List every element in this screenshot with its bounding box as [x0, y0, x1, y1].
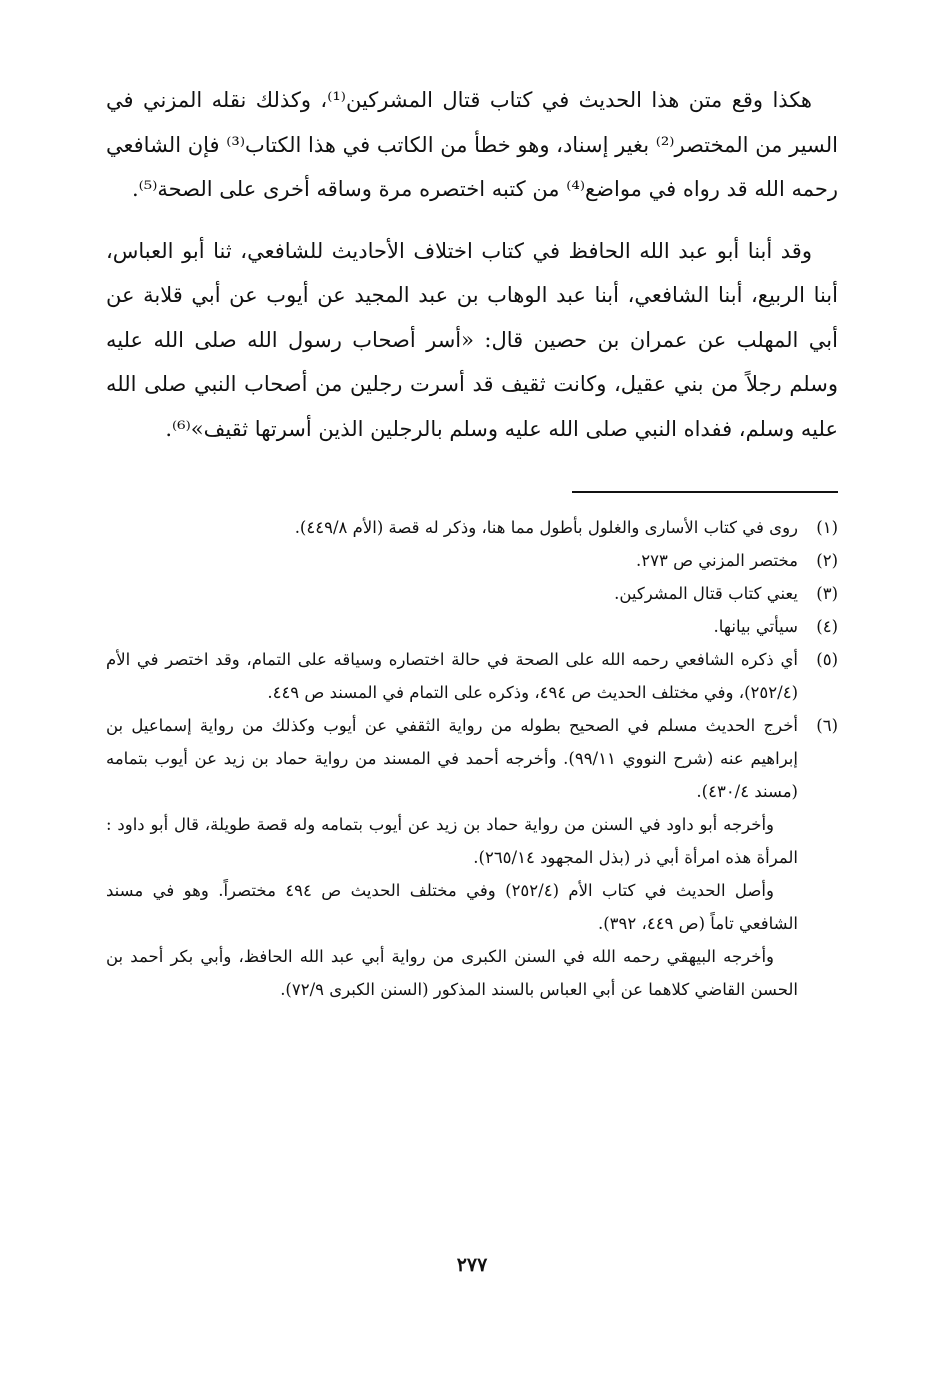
footnote-text: روى في كتاب الأسارى والغلول بأطول مما هنا، وذكر له قصة (الأم ٤٤٩/٨).	[294, 518, 798, 537]
footnote-3	[106, 577, 838, 610]
footnote-text: أخرج الحديث مسلم في الصحيح بطوله من رواية الثقفي عن أيوب وكذلك من رواية إسماعيل بن إبراهيم عنه (شرح النووي ٩٩/١١). وأخرجه أحمد في المسند من رواية حماد بن زيد عن أيوب بتمامه (مسند ٤٣٠/٤).	[106, 716, 798, 801]
footnote-6-continuation-3: وأخرجه البيهقي رحمه الله في السنن الكبرى من رواية أبي عبد الله الحافظ، وأبي بكر أحمد بن الحسن القاضي كلاهما عن أبي العباس بالسند المذكور (السنن الكبرى ٧٢/٩).	[106, 947, 798, 999]
footnote-separator	[572, 491, 838, 493]
footnote-4	[106, 610, 838, 643]
footnote-2	[106, 544, 838, 577]
main-paragraph-2: وقد أبنا أبو عبد الله الحافظ في كتاب اختلاف الأحاديث للشافعي، ثنا أبو العباس، أبنا الربيع، أبنا الشافعي، أبنا عبد الوهاب بن عبد المجيد عن أيوب عن أبي قلابة عن أبي المهلب عن عمران بن حصين قال: «أسر أصحاب رسول الله صلى الله عليه وسلم رجلاً من بني عقيل، وكانت ثقيف قد أسرت رجلين من أصحاب النبي صلى الله عليه وسلم، ففداه النبي صلى الله عليه وسلم بالرجلين الذين أسرتها ثقيف»⁽⁶⁾.	[106, 238, 838, 441]
footnote-number: (٣)	[816, 584, 838, 603]
footnote-6	[106, 709, 838, 808]
page-number: ٢٧٧	[456, 1254, 488, 1276]
footnote-number: (١)	[816, 518, 838, 537]
main-text	[106, 78, 838, 451]
footnote-6-continuation-1: وأخرجه أبو داود في السنن من رواية حماد بن زيد عن أيوب بتمامه وله قصة طويلة، قال أبو داود : المرأة هذه امرأة أبي ذر (بذل المجهود ٢٦٥/١٤).	[106, 815, 798, 867]
footnote-text: مختصر المزني ص ٢٧٣.	[635, 551, 798, 570]
footnote-text: أي ذكره الشافعي رحمه الله على الصحة في حالة اختصاره وسياقه على التمام، وقد اختصر في الأم (٢٥٢/٤)، وفي مختلف الحديث ص ٤٩٤، وذكره على التمام في المسند ص ٤٤٩.	[106, 650, 798, 702]
footnotes	[106, 511, 838, 1006]
footnote-1	[106, 511, 838, 544]
footnote-text: يعني كتاب قتال المشركين.	[614, 584, 798, 603]
footnote-6-continuation-2: وأصل الحديث في كتاب الأم (٢٥٢/٤) وفي مختلف الحديث ص ٤٩٤ مختصراً. وهو في مسند الشافعي تاماً (ص ٤٤٩، ٣٩٢).	[106, 881, 798, 933]
main-paragraph-1: هكذا وقع متن هذا الحديث في كتاب قتال المشركين⁽¹⁾، وكذلك نقله المزني في السير من المختصر⁽²⁾ بغير إسناد، وهو خطأ من الكاتب في هذا الكتاب⁽³⁾ فإن الشافعي رحمه الله قد رواه في مواضع⁽⁴⁾ من كتبه اختصره مرة وساقه أخرى على الصحة⁽⁵⁾.	[106, 88, 839, 201]
page-body	[106, 78, 838, 1006]
footnote-number: (٢)	[816, 551, 838, 570]
footnote-number: (٤)	[816, 617, 838, 636]
footnote-number: (٥)	[816, 650, 838, 669]
footnote-5	[106, 643, 838, 709]
footnote-number: (٦)	[816, 716, 838, 735]
footnote-text: سيأتي بيانها.	[713, 617, 798, 636]
